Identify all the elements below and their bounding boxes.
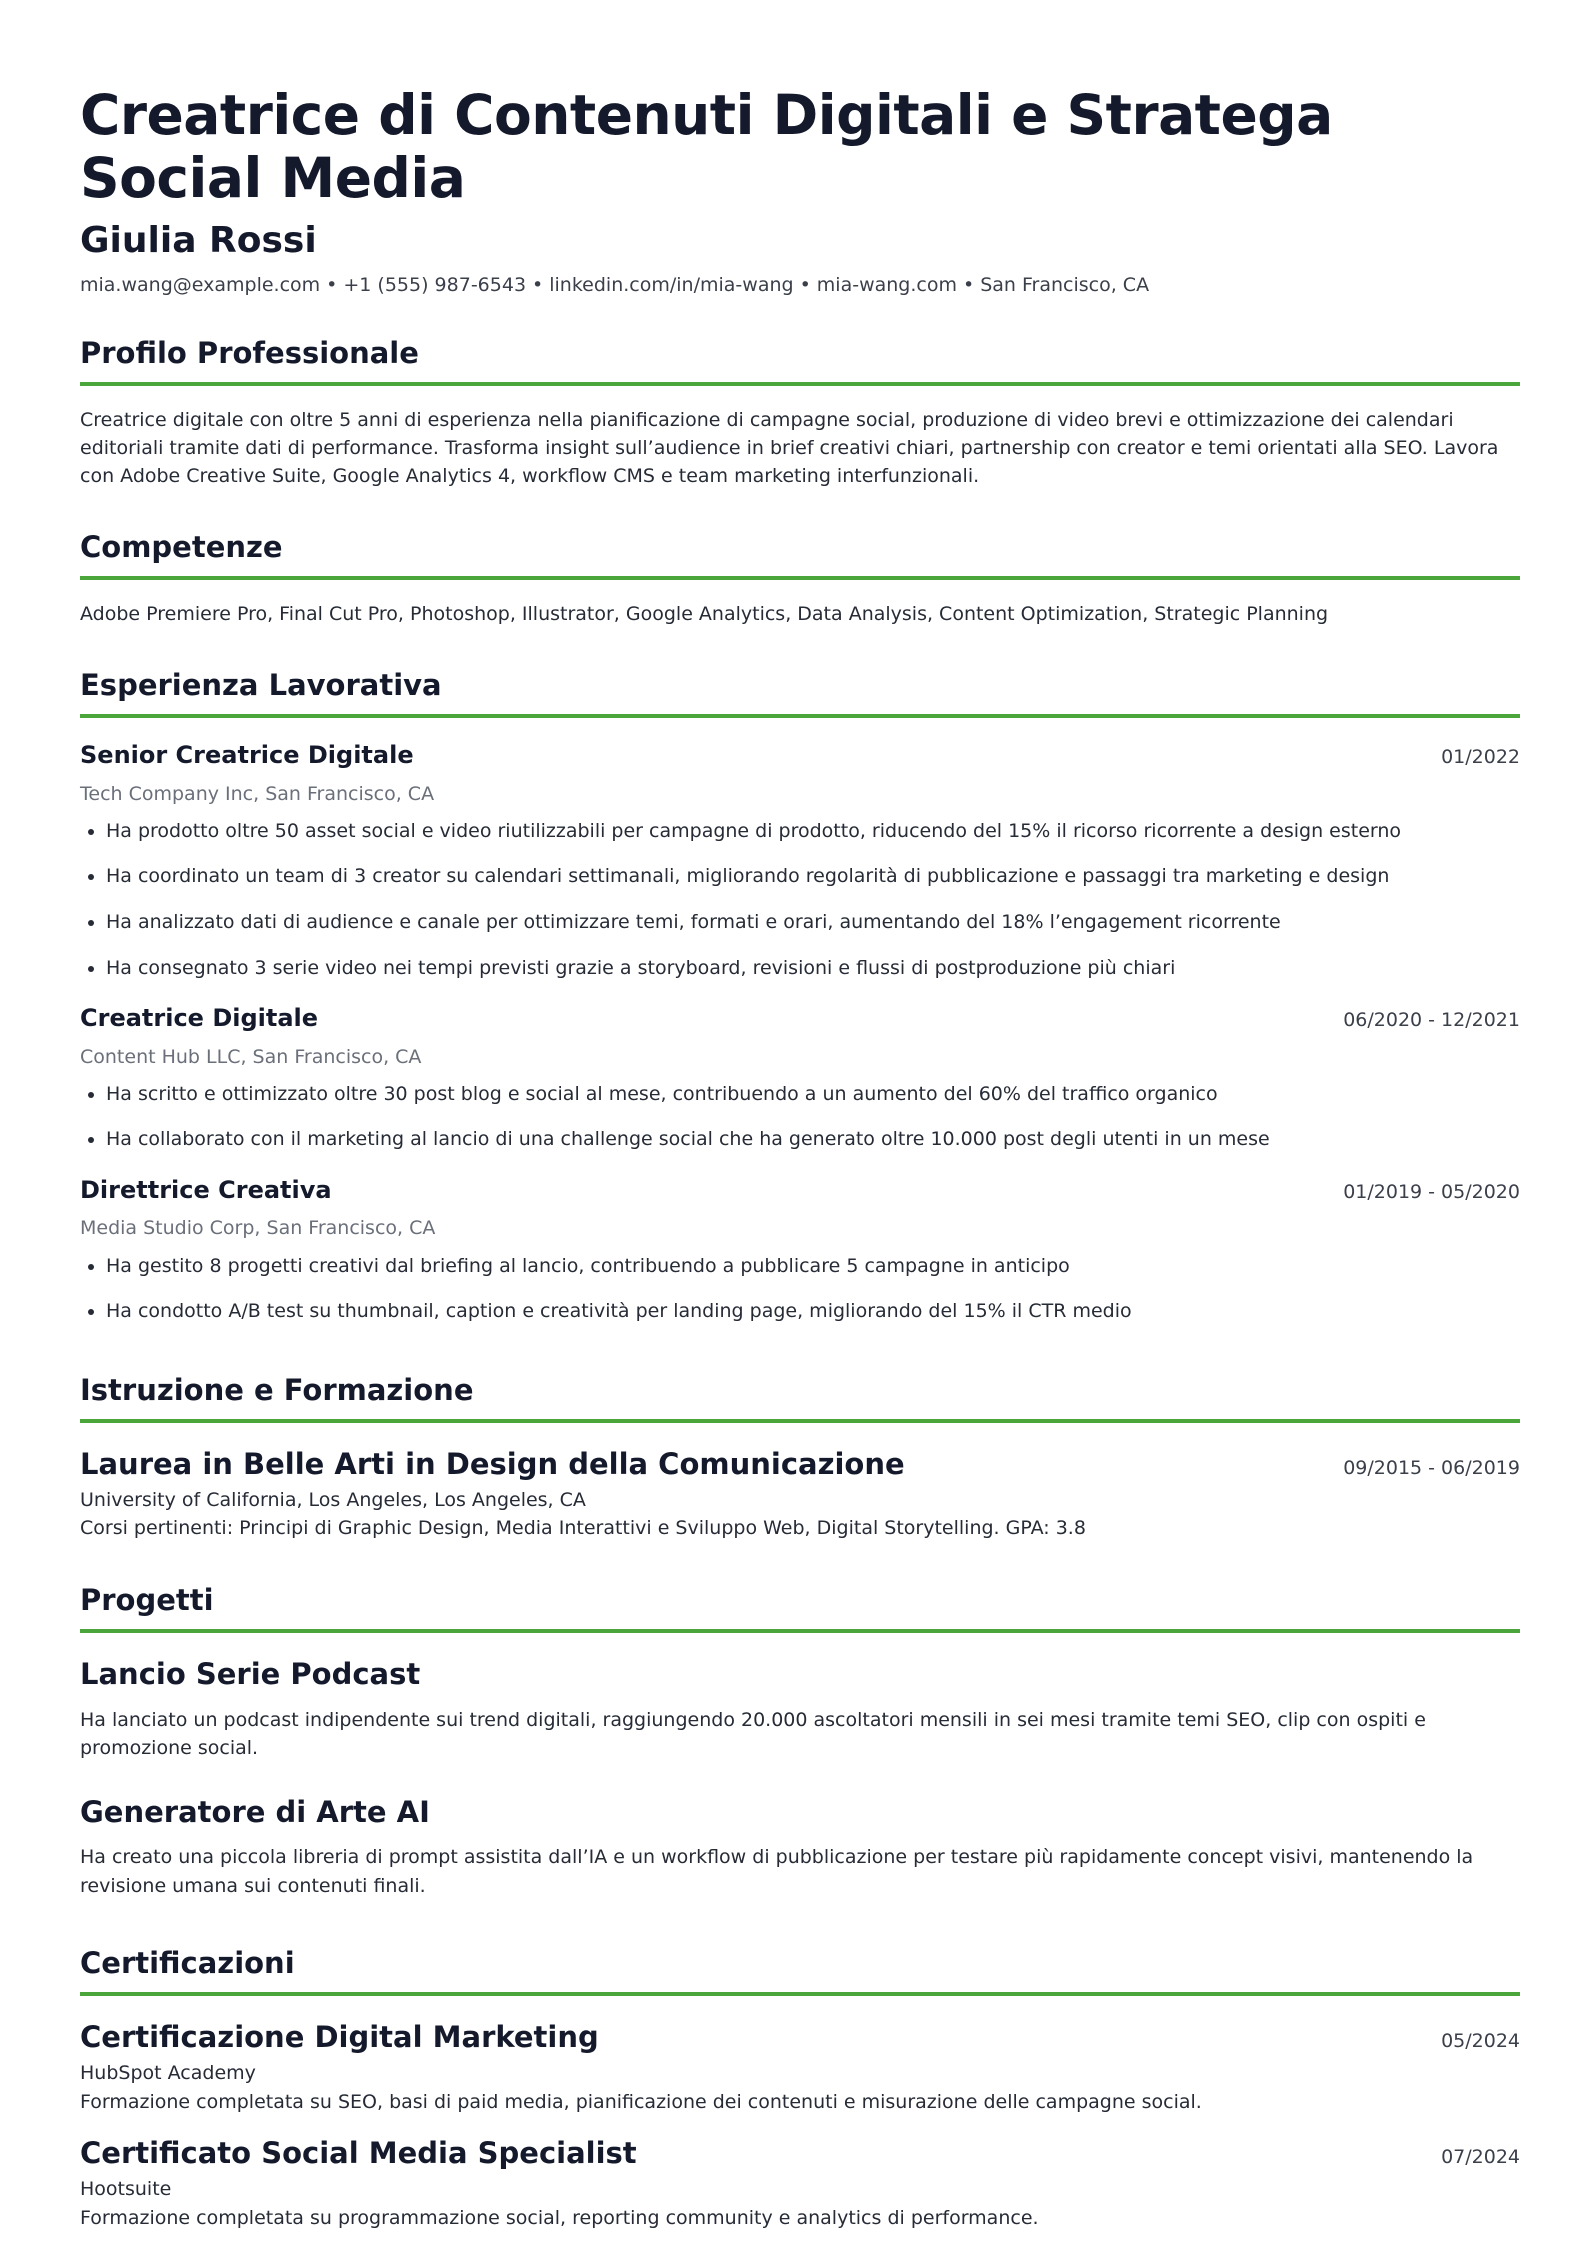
job-bullet: Ha collaborato con il marketing al lancio di una challenge social che ha generato oltre 10.000 post degli utenti in un mese xyxy=(80,1126,1520,1153)
job-entry xyxy=(80,1001,1520,1153)
contact-linkedin[interactable]: linkedin.com/in/mia-wang xyxy=(549,273,794,296)
section-heading: Progetti xyxy=(80,1583,1520,1633)
candidate-name: Giulia Rossi xyxy=(80,219,317,261)
job-bullet: Ha coordinato un team di 3 creator su calendari settimanali, migliorando regolarità di pubblicazione e passaggi tra marketing e design xyxy=(80,863,1520,890)
bullet-icon xyxy=(88,829,94,835)
project-description: Ha creato una piccola libreria di prompt assistita dall’IA e un workflow di pubblicazione per testare più rapidamente concept visivi, mantenendo la revisione umana sui contenuti finali. xyxy=(80,1846,1474,1897)
contact-line xyxy=(80,274,1520,296)
contact-separator: • xyxy=(326,273,338,296)
job-company: Content Hub LLC, San Francisco, CA xyxy=(80,1045,422,1068)
section-education xyxy=(80,1373,1520,1543)
job-bullet: Ha analizzato dati di audience e canale per ottimizzare temi, formati e orari, aumentando del 18% l’engagement ricorrente xyxy=(80,909,1520,936)
project-entry xyxy=(80,1653,1520,1763)
bullet-icon xyxy=(88,874,94,880)
school-name: University of California, Los Angeles, Los Angeles, CA xyxy=(80,1488,586,1511)
section-profile xyxy=(80,336,1520,490)
certification-issuer: Hootsuite xyxy=(80,2178,172,2201)
profile-summary: Creatrice digitale con oltre 5 anni di esperienza nella pianificazione di campagne social, produzione di video brevi e ottimizzazione dei calendari editoriali tramite dati di performance. Trasforma insight sull’audience in brief creativi chiari, partnership con creator e temi orientati alla SEO. Lavora con Adobe Creative Suite, Google Analytics 4, workflow CMS e team marketing interfunzionali. xyxy=(80,408,1499,487)
section-skills xyxy=(80,530,1520,628)
bullet-icon xyxy=(88,1264,94,1270)
certification-entry xyxy=(80,2016,1520,2116)
bullet-icon xyxy=(88,1309,94,1315)
job-bullet: Ha consegnato 3 serie video nei tempi previsti grazie a storyboard, revisioni e flussi di postproduzione più chiari xyxy=(80,955,1520,982)
education-entry xyxy=(80,1443,1520,1543)
job-company: Media Studio Corp, San Francisco, CA xyxy=(80,1217,436,1240)
job-date: 01/2022 xyxy=(1441,746,1520,769)
certification-description: Formazione completata su SEO, basi di paid media, pianificazione dei contenuti e misurazione delle campagne social. xyxy=(80,2090,1202,2113)
experience-list xyxy=(80,738,1520,1325)
contact-email[interactable]: mia.wang@example.com xyxy=(80,273,321,296)
job-bullet: Ha gestito 8 progetti creativi dal briefing al lancio, contribuendo a pubblicare 5 campagne in anticipo xyxy=(80,1253,1520,1280)
resume-title: Creatrice di Contenuti Digitali e Stratega Social Media xyxy=(80,83,1333,211)
certification-description: Formazione completata su programmazione social, reporting community e analytics di performance. xyxy=(80,2206,1039,2229)
job-entry xyxy=(80,738,1520,981)
projects-list xyxy=(80,1653,1520,1901)
section-experience xyxy=(80,668,1520,1325)
job-company: Tech Company Inc, San Francisco, CA xyxy=(80,782,435,805)
job-date: 06/2020 - 12/2021 xyxy=(1343,1009,1520,1032)
job-bullets xyxy=(80,1253,1520,1325)
job-bullet: Ha scritto e ottimizzato oltre 30 post blog e social al mese, contribuendo a un aumento del 60% del traffico organico xyxy=(80,1081,1520,1108)
project-title: Generatore di Arte AI xyxy=(80,1794,430,1829)
certification-entry xyxy=(80,2132,1520,2232)
skills-list: Adobe Premiere Pro, Final Cut Pro, Photoshop, Illustrator, Google Analytics, Data Analysis, Content Optimization, Strategic Planning xyxy=(80,603,1329,626)
education-details: Corsi pertinenti: Principi di Graphic Design, Media Interattivi e Sviluppo Web, Digital Storytelling. GPA: 3.8 xyxy=(80,1517,1086,1540)
section-heading: Profilo Professionale xyxy=(80,336,1520,386)
job-bullets xyxy=(80,818,1520,981)
bullet-icon xyxy=(88,920,94,926)
contact-separator: • xyxy=(532,273,544,296)
job-title: Creatrice Digitale xyxy=(80,1004,319,1033)
job-entry xyxy=(80,1173,1520,1325)
job-bullet: Ha prodotto oltre 50 asset social e video riutilizzabili per campagne di prodotto, riducendo del 15% il ricorso ricorrente a design esterno xyxy=(80,818,1520,845)
contact-separator: • xyxy=(962,273,975,296)
degree-title: Laurea in Belle Arti in Design della Comunicazione xyxy=(80,1446,905,1481)
section-heading: Competenze xyxy=(80,530,1520,580)
project-title: Lancio Serie Podcast xyxy=(80,1656,421,1691)
bullet-icon xyxy=(88,1137,94,1143)
certification-title: Certificazione Digital Marketing xyxy=(80,2020,599,2055)
section-projects xyxy=(80,1583,1520,1901)
section-certifications xyxy=(80,1946,1520,2232)
certification-issuer: HubSpot Academy xyxy=(80,2062,256,2085)
job-bullet: Ha condotto A/B test su thumbnail, caption e creatività per landing page, migliorando del 15% il CTR medio xyxy=(80,1298,1520,1325)
project-description: Ha lanciato un podcast indipendente sui trend digitali, raggiungendo 20.000 ascoltatori mensili in sei mesi tramite temi SEO, clip con ospiti e promozione social. xyxy=(80,1708,1426,1760)
contact-location: San Francisco, CA xyxy=(980,273,1150,296)
job-date: 01/2019 - 05/2020 xyxy=(1343,1180,1520,1203)
job-title: Direttrice Creativa xyxy=(80,1175,332,1204)
contact-separator: • xyxy=(799,273,811,296)
project-entry xyxy=(80,1791,1520,1901)
job-bullets xyxy=(80,1081,1520,1153)
section-heading: Istruzione e Formazione xyxy=(80,1373,1520,1423)
bullet-icon xyxy=(88,966,94,972)
job-title: Senior Creatrice Digitale xyxy=(80,741,414,770)
certifications-list xyxy=(80,2016,1520,2232)
education-date: 09/2015 - 06/2019 xyxy=(1343,1456,1520,1479)
certification-date: 05/2024 xyxy=(1441,2030,1520,2053)
section-heading: Esperienza Lavorativa xyxy=(80,668,1520,718)
contact-phone[interactable]: +1 (555) 987-6543 xyxy=(343,273,527,296)
section-heading: Certificazioni xyxy=(80,1946,1520,1996)
contact-website[interactable]: mia-wang.com xyxy=(816,273,957,296)
certification-title: Certificato Social Media Specialist xyxy=(80,2136,637,2171)
bullet-icon xyxy=(88,1092,94,1098)
certification-date: 07/2024 xyxy=(1441,2146,1520,2169)
